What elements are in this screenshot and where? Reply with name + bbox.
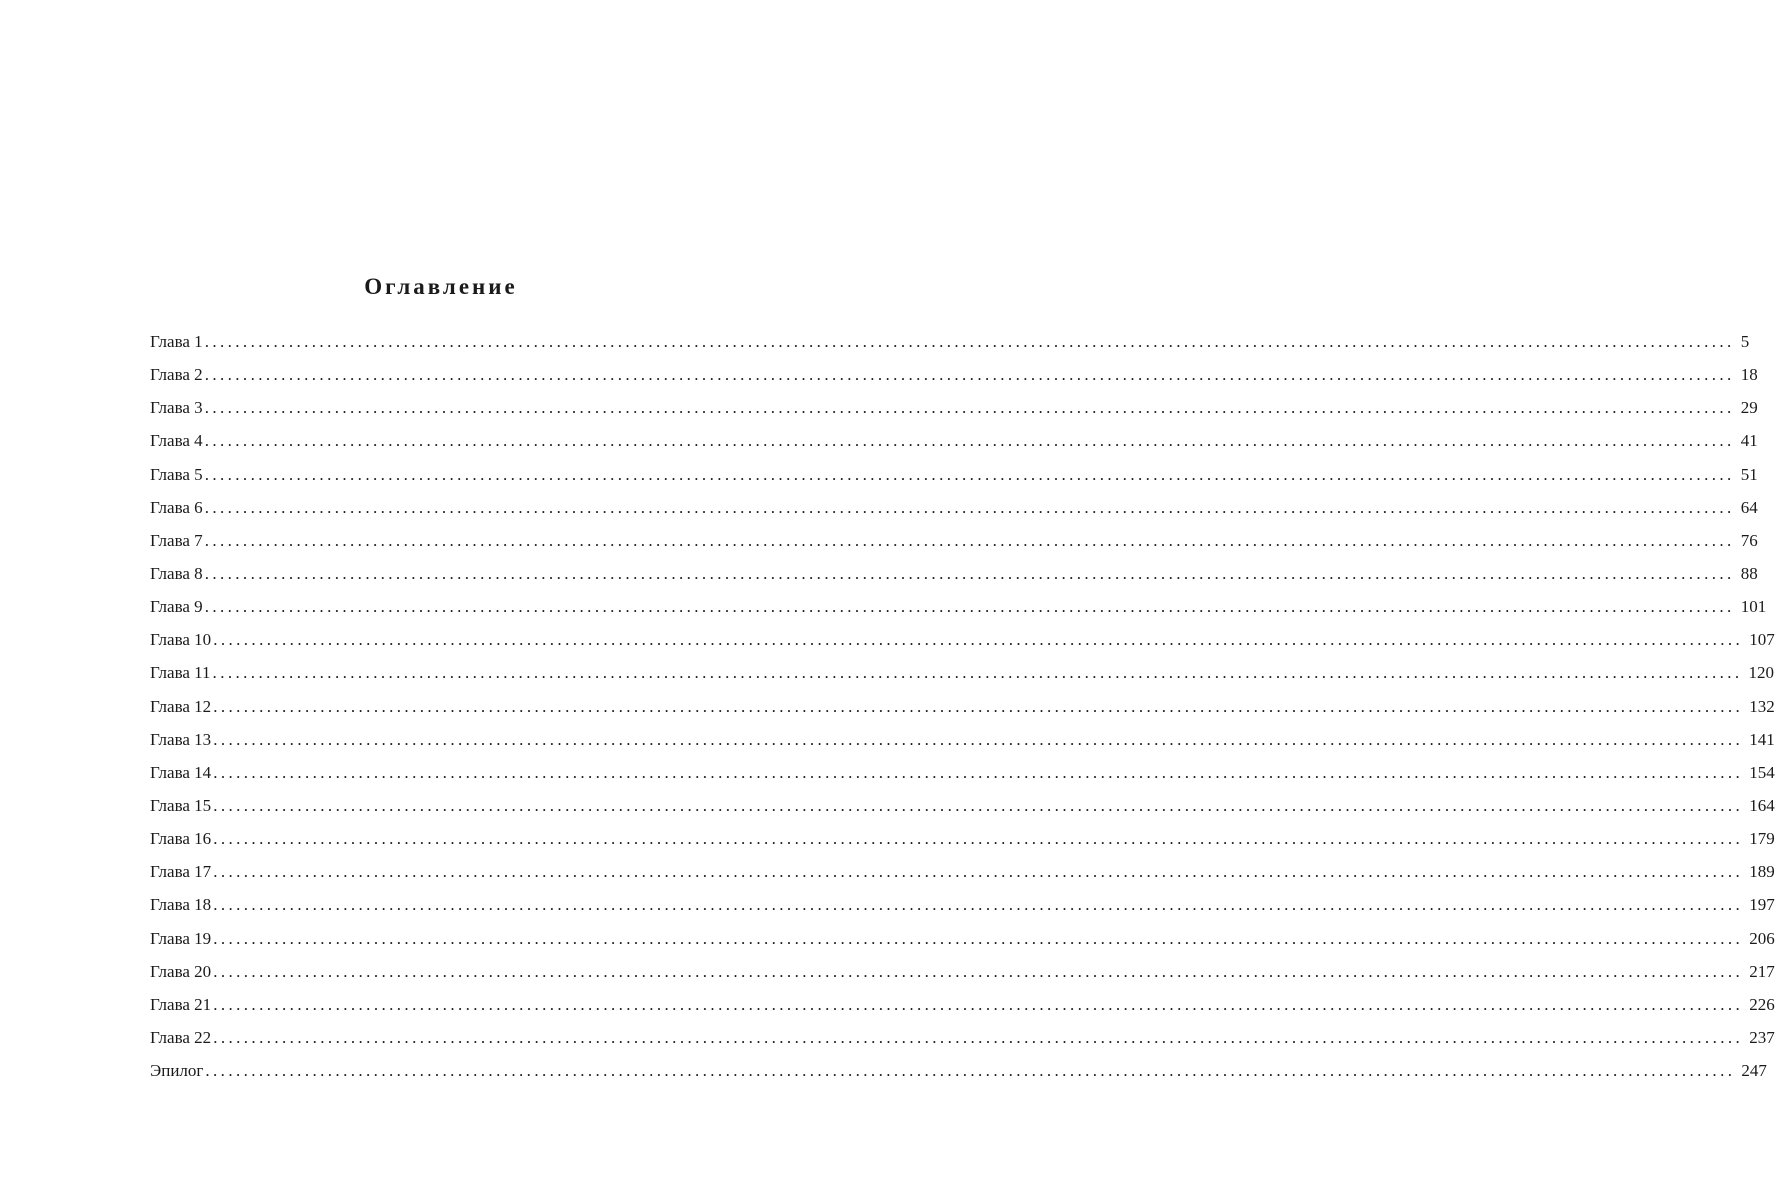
dot-leader: ........................................................................................................................................................................................................ bbox=[204, 597, 1735, 617]
dot-leader: ........................................................................................................................................................................................................ bbox=[213, 630, 1744, 650]
toc-entry bbox=[150, 1054, 1767, 1087]
toc-entry-page-number: 51 bbox=[1740, 464, 1758, 484]
toc-entry bbox=[150, 789, 1775, 822]
toc-entry bbox=[150, 557, 1758, 590]
toc-entry-label: Глава 11 bbox=[150, 663, 211, 683]
toc-entry-label: Глава 14 bbox=[150, 762, 212, 782]
toc-entry-page-number: 64 bbox=[1740, 497, 1758, 517]
toc-entry bbox=[150, 424, 1758, 457]
dot-leader: ........................................................................................................................................................................................................ bbox=[213, 895, 1744, 915]
toc-entry-page-number: 237 bbox=[1749, 1027, 1775, 1047]
toc-entry-label: Глава 10 bbox=[150, 630, 212, 650]
dot-leader: ........................................................................................................................................................................................................ bbox=[204, 365, 1735, 385]
toc-entry-page-number: 18 bbox=[1740, 365, 1758, 385]
toc-title: Оглавление bbox=[364, 274, 518, 299]
dot-leader: ........................................................................................................................................................................................................ bbox=[204, 563, 1735, 583]
toc-entry bbox=[150, 1021, 1775, 1054]
toc-entry-label: Глава 4 bbox=[150, 431, 203, 451]
dot-leader: ........................................................................................................................................................................................................ bbox=[205, 1061, 1736, 1081]
dot-leader: ........................................................................................................................................................................................................ bbox=[213, 729, 1744, 749]
toc-entry bbox=[150, 988, 1775, 1021]
toc-entry bbox=[150, 723, 1775, 756]
toc-entry bbox=[150, 855, 1775, 888]
toc-entry-label: Глава 20 bbox=[150, 961, 212, 981]
toc-entry bbox=[150, 623, 1775, 656]
dot-leader: ........................................................................................................................................................................................................ bbox=[213, 762, 1744, 782]
toc-entry-label: Глава 13 bbox=[150, 729, 212, 749]
toc-entry bbox=[150, 955, 1775, 988]
toc-entry-page-number: 5 bbox=[1740, 332, 1750, 351]
dot-leader: ........................................................................................................................................................................................................ bbox=[213, 961, 1744, 981]
toc-entry-label: Глава 5 bbox=[150, 464, 203, 484]
toc-entry bbox=[150, 656, 1775, 689]
toc-entry-label: Глава 22 bbox=[150, 1027, 212, 1047]
toc-entry bbox=[150, 822, 1775, 855]
toc-entry bbox=[150, 391, 1758, 424]
toc-entry-page-number: 101 bbox=[1740, 597, 1767, 617]
toc-entry bbox=[150, 491, 1758, 524]
toc-list bbox=[150, 325, 1775, 1087]
toc-entry bbox=[150, 524, 1758, 557]
toc-entry bbox=[150, 325, 1750, 358]
dot-leader: ........................................................................................................................................................................................................ bbox=[213, 1027, 1744, 1047]
toc-entry bbox=[150, 590, 1767, 623]
toc-entry-page-number: 226 bbox=[1749, 994, 1775, 1014]
toc-entry-page-number: 120 bbox=[1748, 663, 1775, 683]
toc-entry-label: Эпилог bbox=[150, 1061, 204, 1081]
toc-entry-label: Глава 19 bbox=[150, 928, 212, 948]
toc-entry bbox=[150, 756, 1775, 789]
toc-entry-page-number: 29 bbox=[1740, 398, 1758, 418]
toc-entry-label: Глава 17 bbox=[150, 862, 212, 882]
dot-leader: ........................................................................................................................................................................................................ bbox=[204, 332, 1735, 351]
toc-entry-page-number: 247 bbox=[1741, 1061, 1767, 1081]
dot-leader: ........................................................................................................................................................................................................ bbox=[213, 795, 1744, 815]
dot-leader: ........................................................................................................................................................................................................ bbox=[213, 829, 1744, 849]
toc-entry-page-number: 132 bbox=[1749, 696, 1775, 716]
toc-entry-page-number: 141 bbox=[1749, 729, 1775, 749]
dot-leader: ........................................................................................................................................................................................................ bbox=[204, 398, 1735, 418]
toc-entry-label: Глава 1 bbox=[150, 332, 203, 351]
toc-entry-label: Глава 8 bbox=[150, 563, 203, 583]
toc-entry bbox=[150, 888, 1775, 921]
dot-leader: ........................................................................................................................................................................................................ bbox=[212, 663, 1743, 683]
toc-entry bbox=[150, 358, 1758, 391]
toc-entry-page-number: 41 bbox=[1740, 431, 1758, 451]
toc-entry-label: Глава 3 bbox=[150, 398, 203, 418]
dot-leader: ........................................................................................................................................................................................................ bbox=[213, 928, 1744, 948]
toc-entry-page-number: 217 bbox=[1749, 961, 1775, 981]
toc-entry bbox=[150, 922, 1775, 955]
dot-leader: ........................................................................................................................................................................................................ bbox=[204, 464, 1735, 484]
toc-entry-label: Глава 12 bbox=[150, 696, 212, 716]
dot-leader: ........................................................................................................................................................................................................ bbox=[213, 994, 1744, 1014]
toc-entry-label: Глава 6 bbox=[150, 497, 203, 517]
toc-entry bbox=[150, 458, 1758, 491]
toc-entry-page-number: 107 bbox=[1749, 630, 1775, 650]
toc-entry-page-number: 154 bbox=[1749, 762, 1775, 782]
toc-entry-label: Глава 2 bbox=[150, 365, 203, 385]
dot-leader: ........................................................................................................................................................................................................ bbox=[213, 696, 1744, 716]
toc-entry-label: Глава 15 bbox=[150, 795, 212, 815]
toc-entry-page-number: 88 bbox=[1740, 563, 1758, 583]
toc-entry-page-number: 76 bbox=[1740, 530, 1758, 550]
toc-entry-page-number: 164 bbox=[1749, 795, 1775, 815]
toc-entry-label: Глава 9 bbox=[150, 597, 203, 617]
toc-entry-page-number: 189 bbox=[1749, 862, 1775, 882]
toc-entry-label: Глава 21 bbox=[150, 994, 212, 1014]
dot-leader: ........................................................................................................................................................................................................ bbox=[213, 862, 1744, 882]
dot-leader: ........................................................................................................................................................................................................ bbox=[204, 530, 1735, 550]
dot-leader: ........................................................................................................................................................................................................ bbox=[204, 431, 1735, 451]
toc-entry-label: Глава 16 bbox=[150, 829, 212, 849]
toc-entry-page-number: 206 bbox=[1749, 928, 1775, 948]
dot-leader: ........................................................................................................................................................................................................ bbox=[204, 497, 1735, 517]
toc-entry bbox=[150, 690, 1775, 723]
toc-entry-page-number: 197 bbox=[1749, 895, 1775, 915]
toc-entry-page-number: 179 bbox=[1749, 829, 1775, 849]
toc-entry-label: Глава 7 bbox=[150, 530, 203, 550]
toc-entry-label: Глава 18 bbox=[150, 895, 212, 915]
